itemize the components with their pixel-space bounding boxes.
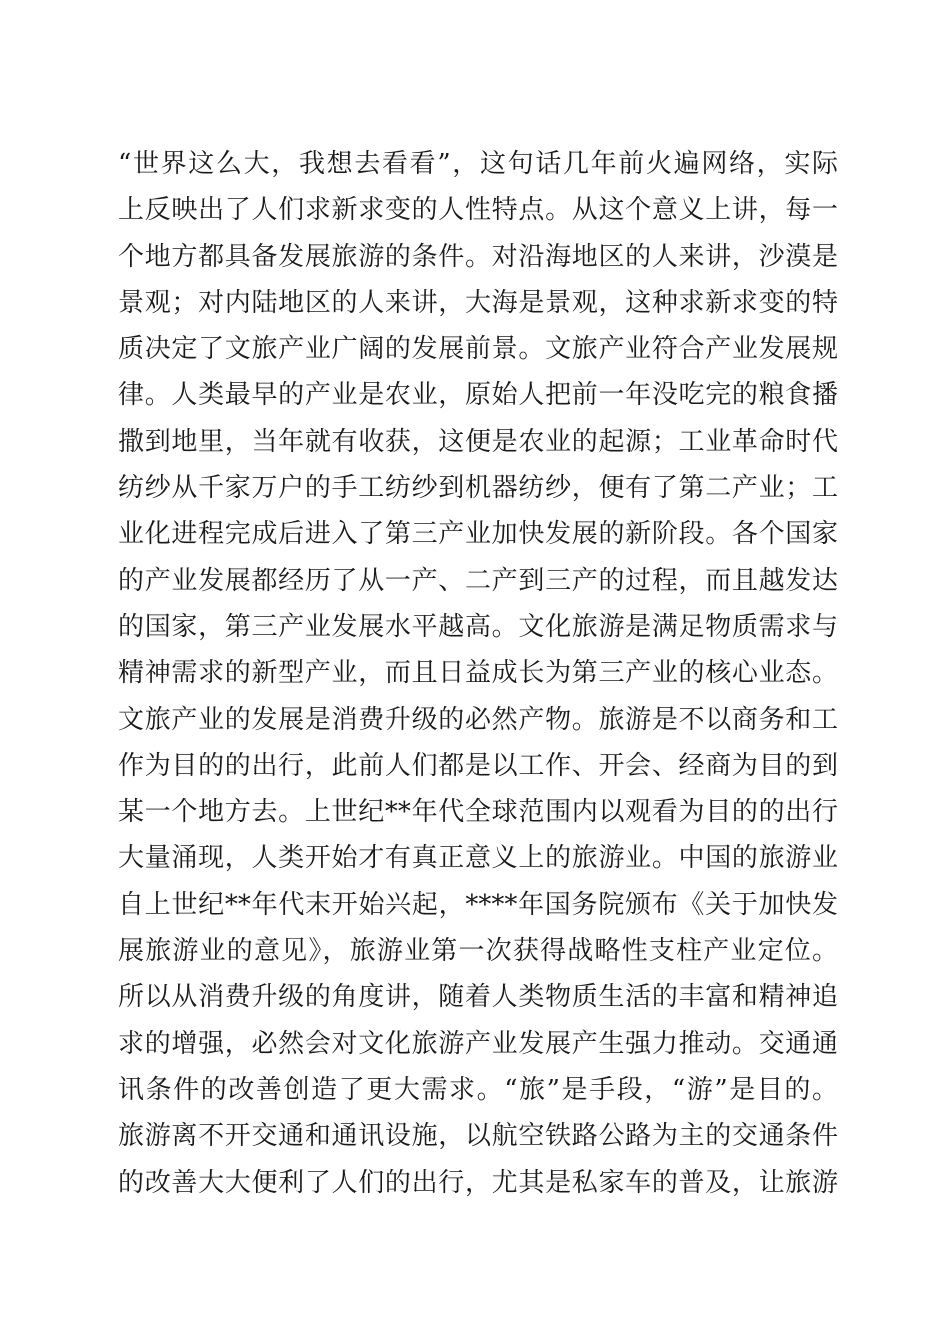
text-line: 作为目的的出行，此前人们都是以工作、开会、经商为目的到 bbox=[118, 750, 838, 781]
text-line: 自上世纪**年代末开始兴起，****年国务院颁布《关于加快发 bbox=[118, 889, 838, 920]
text-line: “世界这么大，我想去看看”，这句话几年前火遍网络，实际 bbox=[118, 149, 838, 179]
body-text bbox=[118, 141, 838, 1206]
text-line: 景观；对内陆地区的人来讲，大海是景观，这种求新求变的特 bbox=[118, 287, 838, 318]
text-line: 质决定了文旅产业广阔的发展前景。文旅产业符合产业发展规 bbox=[118, 334, 838, 365]
text-line: 的改善大大便利了人们的出行，尤其是私家车的普及，让旅游 bbox=[118, 1167, 838, 1198]
text-line: 讯条件的改善创造了更大需求。“旅”是手段，“游”是目的。 bbox=[118, 1074, 838, 1105]
text-line: 业化进程完成后进入了第三产业加快发展的新阶段。各个国家 bbox=[118, 519, 838, 550]
text-line: 所以从消费升级的角度讲，随着人类物质生活的丰富和精神追 bbox=[118, 982, 838, 1013]
text-line: 某一个地方去。上世纪**年代全球范围内以观看为目的的出行 bbox=[118, 797, 838, 828]
text-line: 个地方都具备发展旅游的条件。对沿海地区的人来讲，沙漠是 bbox=[118, 241, 838, 272]
text-line: 展旅游业的意见》，旅游业第一次获得战略性支柱产业定位。 bbox=[118, 936, 838, 967]
text-line: 大量涌现，人类开始才有真正意义上的旅游业。中国的旅游业 bbox=[118, 843, 838, 874]
text-line: 文旅产业的发展是消费升级的必然产物。旅游是不以商务和工 bbox=[118, 704, 838, 735]
text-line: 精神需求的新型产业，而且日益成长为第三产业的核心业态。 bbox=[118, 658, 838, 689]
text-line: 撒到地里，当年就有收获，这便是农业的起源；工业革命时代 bbox=[118, 426, 838, 457]
text-line: 上反映出了人们求新求变的人性特点。从这个意义上讲，每一 bbox=[118, 195, 838, 226]
text-line: 求的增强，必然会对文化旅游产业发展产生强力推动。交通通 bbox=[118, 1028, 838, 1059]
text-line: 纺纱从千家万户的手工纺纱到机器纺纱，便有了第二产业；工 bbox=[118, 473, 838, 504]
text-line: 的产业发展都经历了从一产、二产到三产的过程，而且越发达 bbox=[118, 565, 838, 596]
text-line: 旅游离不开交通和通讯设施，以航空铁路公路为主的交通条件 bbox=[118, 1121, 838, 1152]
text-line: 的国家，第三产业发展水平越高。文化旅游是满足物质需求与 bbox=[118, 611, 838, 642]
text-line: 律。人类最早的产业是农业，原始人把前一年没吃完的粮食播 bbox=[118, 380, 838, 411]
